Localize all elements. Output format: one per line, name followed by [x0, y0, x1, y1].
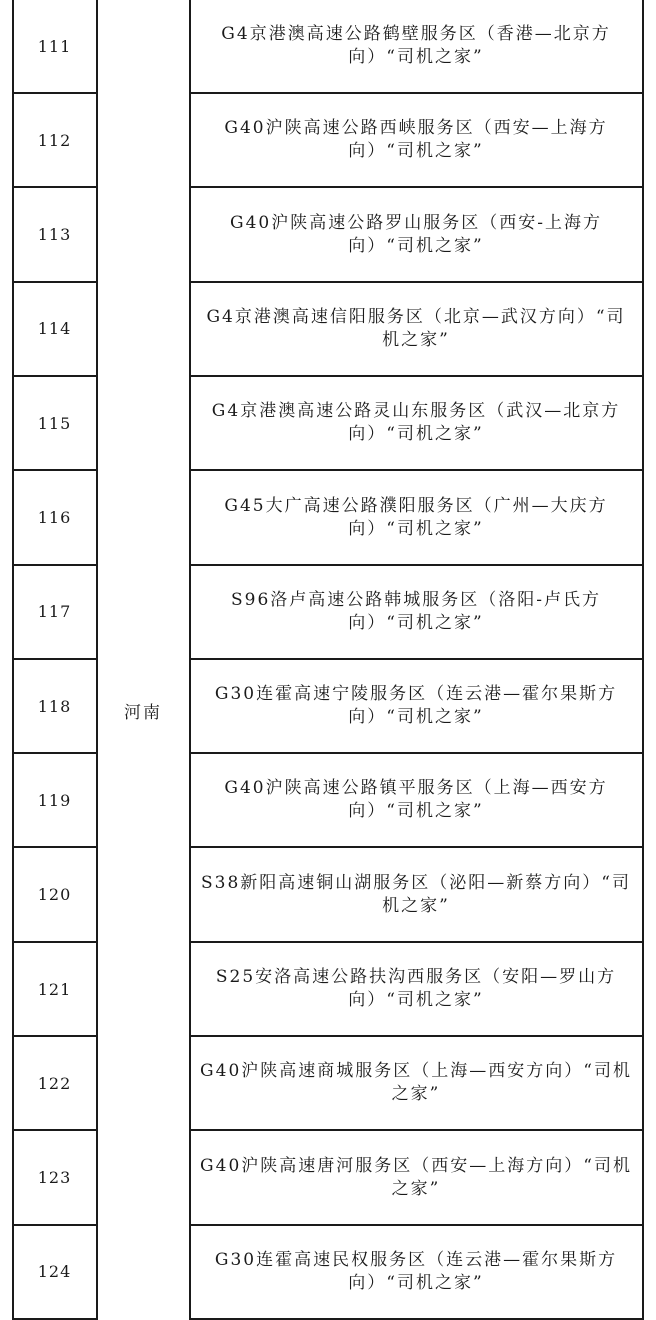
- table-row-number: 121: [13, 943, 96, 1037]
- table-row-service-area: [190, 189, 642, 283]
- table-row-service-area: [190, 1132, 642, 1226]
- province-cell: [97, 0, 189, 1320]
- table-row-service-area: [190, 94, 642, 188]
- service-area-name: S96洛卢高速公路韩城服务区（洛阳-卢氏方向）“司机之家”: [230, 589, 602, 633]
- table-row-number: 114: [13, 283, 96, 377]
- service-area-name: G30连霍高速民权服务区（连云港—霍尔果斯方向）“司机之家”: [214, 1249, 618, 1293]
- table-row-service-area: [190, 283, 642, 377]
- table-row-number: 118: [13, 660, 96, 754]
- table-border-right: [642, 0, 644, 1320]
- table-row-service-area: [190, 1037, 642, 1131]
- table-row-number: 116: [13, 472, 96, 566]
- table-row-service-area: [190, 0, 642, 94]
- service-area-name: G40沪陕高速商城服务区（上海—西安方向）“司机之家”: [200, 1061, 632, 1105]
- table-row-service-area: [190, 566, 642, 660]
- province-name: 河南: [124, 702, 162, 723]
- table-row-service-area: [190, 1226, 642, 1320]
- table-row-number: 119: [13, 754, 96, 848]
- table-row-number: 117: [13, 566, 96, 660]
- service-area-name: S25安洛高速公路扶沟西服务区（安阳—罗山方向）“司机之家”: [215, 967, 617, 1010]
- table-row-number: 113: [13, 189, 96, 283]
- table-row-number: 123: [13, 1132, 96, 1226]
- service-area-name: G40沪陕高速公路西峡服务区（西安—上海方向）“司机之家”: [224, 118, 608, 162]
- service-area-name: G40沪陕高速唐河服务区（西安—上海方向）“司机之家”: [200, 1155, 632, 1199]
- service-area-name: S38新阳高速铜山湖服务区（泌阳—新蔡方向）“司机之家”: [201, 872, 631, 916]
- table-row-service-area: [190, 660, 642, 754]
- table-row-number: 111: [13, 0, 96, 94]
- table-row-service-area: [190, 472, 642, 566]
- service-area-name: G45大广高速公路濮阳服务区（广州—大庆方向）“司机之家”: [224, 495, 608, 539]
- table-row-number: 120: [13, 849, 96, 943]
- service-area-name: G40沪陕高速公路罗山服务区（西安-上海方向）“司机之家”: [230, 212, 602, 256]
- service-area-name: G4京港澳高速公路灵山东服务区（武汉—北京方向）“司机之家”: [211, 401, 621, 445]
- table-row-service-area: [190, 754, 642, 848]
- table-row-service-area: [190, 377, 642, 471]
- service-area-name: G4京港澳高速信阳服务区（北京—武汉方向）“司机之家”: [206, 306, 626, 350]
- table-row-number: 112: [13, 94, 96, 188]
- service-area-name: G40沪陕高速公路镇平服务区（上海—西安方向）“司机之家”: [224, 778, 608, 822]
- table-row-service-area: [190, 943, 642, 1037]
- table-row-number: 122: [13, 1037, 96, 1131]
- table-row-number: 124: [13, 1226, 96, 1320]
- table-row-service-area: [190, 849, 642, 943]
- service-area-name: G4京港澳高速公路鹤壁服务区（香港—北京方向）“司机之家”: [221, 24, 611, 67]
- table-row-number: 115: [13, 377, 96, 471]
- service-area-name: G30连霍高速宁陵服务区（连云港—霍尔果斯方向）“司机之家”: [214, 684, 618, 728]
